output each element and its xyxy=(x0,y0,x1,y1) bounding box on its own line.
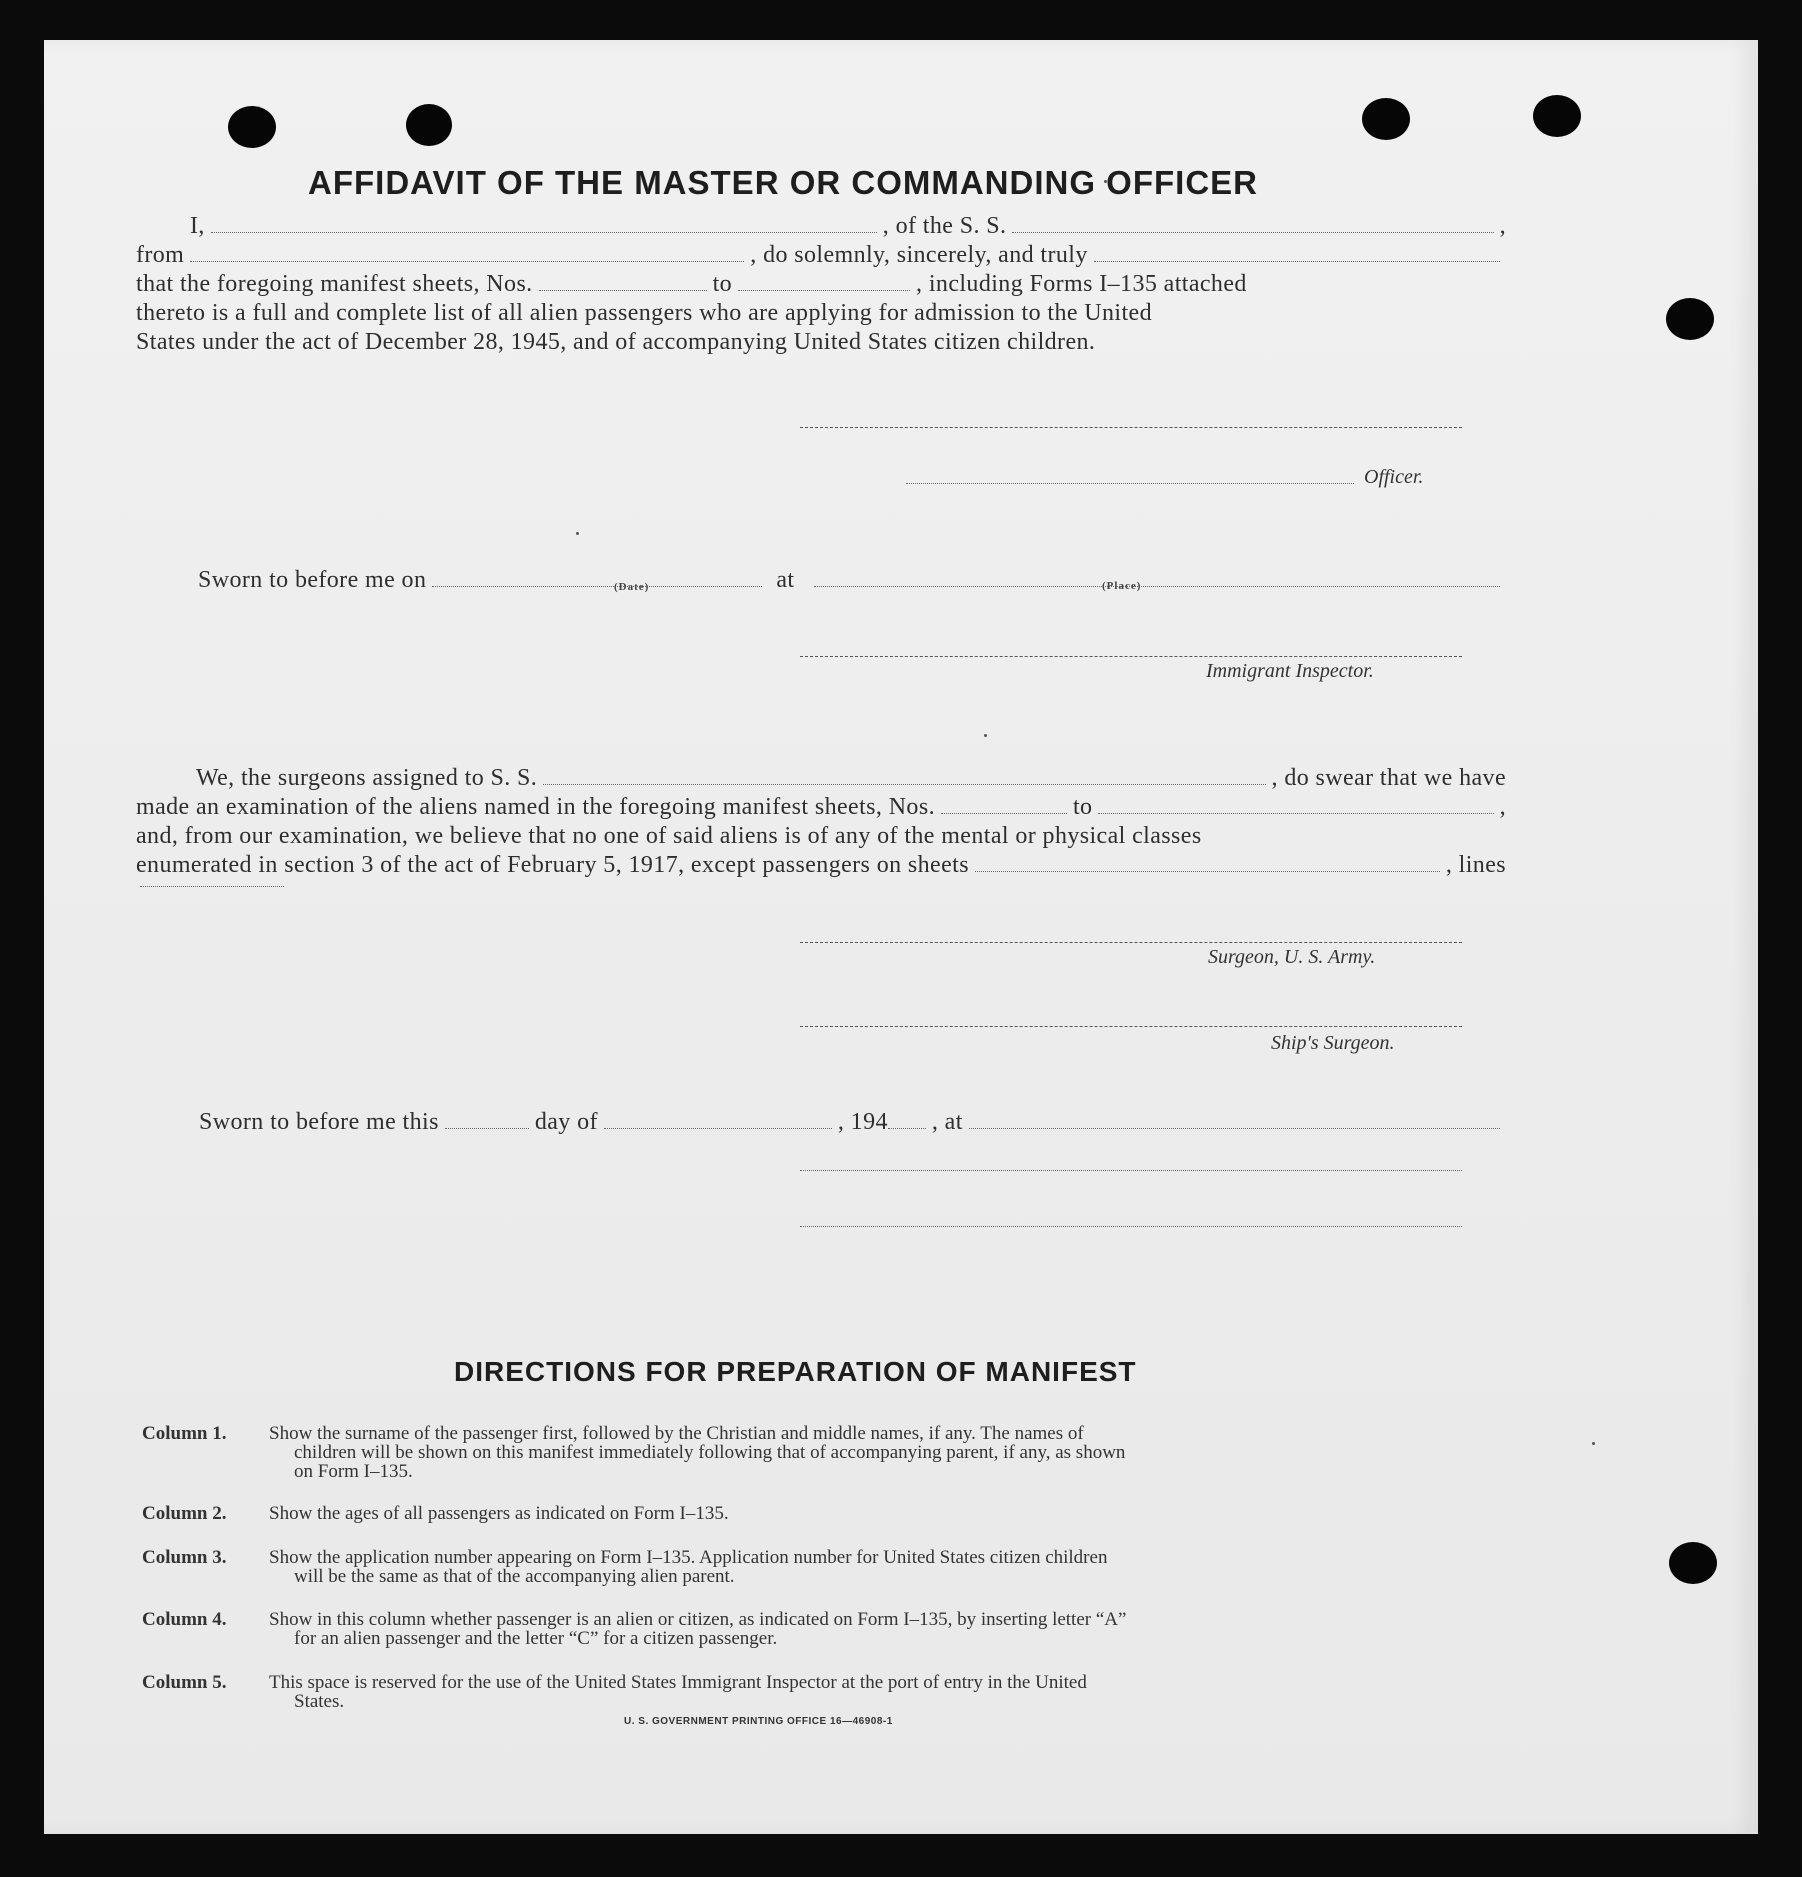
army-surgeon-caption: Surgeon, U. S. Army. xyxy=(1208,946,1376,968)
line-text: States under the act of December 28, 1945, and of accompanying United States citizen children. xyxy=(136,329,1096,355)
line-text: at xyxy=(776,567,795,593)
date-blank[interactable] xyxy=(432,586,762,587)
punch-hole xyxy=(406,104,452,146)
line-text: We, the surgeons assigned to S. S. xyxy=(196,765,538,791)
column-text-line: children will be shown on this manifest immediately following that of accompanying parent, if any, as shown xyxy=(294,1442,1126,1463)
line-text: , of the S. S. xyxy=(882,213,1007,239)
signature-line[interactable] xyxy=(800,1226,1462,1227)
punch-hole xyxy=(228,106,276,148)
month-blank[interactable] xyxy=(604,1128,832,1129)
lines-blank[interactable] xyxy=(140,886,284,887)
line-text: , at xyxy=(931,1109,963,1135)
surgeon-sheet-to-blank[interactable] xyxy=(1098,813,1493,814)
sworn-line-2 xyxy=(136,1106,1506,1136)
punch-hole xyxy=(1666,298,1714,340)
surgeons-line-3 xyxy=(136,820,1506,850)
line-text: day of xyxy=(534,1109,598,1135)
officer-signature-line[interactable] xyxy=(800,427,1462,428)
line-text: , xyxy=(1499,213,1506,239)
direction-column-3 xyxy=(142,1548,1512,1586)
officer-name-line[interactable] xyxy=(906,483,1354,484)
line-text: and, from our examination, we believe that no one of said aliens is of any of the mental or physical classes xyxy=(136,823,1202,849)
column-text-line: States. xyxy=(294,1691,345,1712)
signature-line[interactable] xyxy=(800,1170,1462,1171)
column-text-line: Show the application number appearing on Form I–135. Application number for United States citizen children xyxy=(269,1547,1108,1568)
line-text: Sworn to before me on xyxy=(198,567,427,593)
line-text: to xyxy=(1072,794,1093,820)
column-text-line: This space is reserved for the use of the United States Immigrant Inspector at the port of entry in the United xyxy=(269,1672,1087,1693)
column-label: Column 2. xyxy=(142,1503,227,1524)
place-blank-2[interactable] xyxy=(969,1128,1500,1129)
direction-column-1 xyxy=(142,1424,1512,1481)
speck xyxy=(984,734,987,737)
line-text: to xyxy=(712,271,733,297)
officer-caption: Officer. xyxy=(1364,466,1424,488)
inspector-signature-line[interactable] xyxy=(800,656,1462,657)
column-label: Column 1. xyxy=(142,1423,227,1444)
column-text-line: Show the ages of all passengers as indicated on Form I–135. xyxy=(269,1503,729,1524)
except-sheets-blank[interactable] xyxy=(975,871,1440,872)
speck xyxy=(1592,1442,1595,1445)
line-text: that the foregoing manifest sheets, Nos. xyxy=(136,271,533,297)
affidavit-line-1 xyxy=(136,210,1506,240)
army-surgeon-signature-line[interactable] xyxy=(800,942,1462,943)
surgeons-line-1 xyxy=(136,762,1506,792)
column-label: Column 3. xyxy=(142,1547,227,1568)
affidavit-title: AFFIDAVIT OF THE MASTER OR COMMANDING OFFICER xyxy=(308,164,1259,201)
date-caption: (Date) xyxy=(614,581,650,593)
sheet-from-blank[interactable] xyxy=(539,290,707,291)
column-text-line: Show the surname of the passenger first, followed by the Christian and middle names, if any. The names of xyxy=(269,1423,1084,1444)
line-text: , do solemnly, sincerely, and truly xyxy=(750,242,1088,268)
line-text: thereto is a full and complete list of all alien passengers who are applying for admission to the United xyxy=(136,300,1153,326)
line-text: , 194 xyxy=(837,1109,888,1135)
line-text: Sworn to before me this xyxy=(199,1109,439,1135)
line-text: , do swear that we have xyxy=(1271,765,1506,791)
column-text xyxy=(269,1504,1512,1523)
column-label: Column 5. xyxy=(142,1672,227,1693)
direction-column-2 xyxy=(142,1504,1512,1523)
line-text: enumerated in section 3 of the act of February 5, 1917, except passengers on sheets xyxy=(136,852,969,878)
column-text-line: for an alien passenger and the letter “C” for a citizen passenger. xyxy=(294,1628,778,1649)
punch-hole xyxy=(1533,95,1581,137)
day-blank[interactable] xyxy=(445,1128,529,1129)
name-blank[interactable] xyxy=(211,232,877,233)
surgeon-ship-blank[interactable] xyxy=(543,784,1265,785)
ship-blank[interactable] xyxy=(1012,232,1493,233)
line-text: , lines xyxy=(1445,852,1506,878)
directions-title: DIRECTIONS FOR PREPARATION OF MANIFEST xyxy=(454,1356,1137,1387)
direction-column-5 xyxy=(142,1673,1512,1711)
surgeons-line-2 xyxy=(136,791,1506,821)
speck xyxy=(576,532,579,535)
ship-surgeon-signature-line[interactable] xyxy=(800,1026,1462,1027)
line-text: I, xyxy=(190,213,205,239)
affidavit-line-5 xyxy=(136,326,1506,356)
printing-office-footer: U. S. GOVERNMENT PRINTING OFFICE 16—46908-1 xyxy=(624,1716,893,1727)
line-text: , including Forms I–135 attached xyxy=(916,271,1247,297)
punch-hole xyxy=(1362,98,1410,140)
line-text: from xyxy=(136,242,185,268)
column-text xyxy=(269,1424,1512,1481)
affidavit-line-4 xyxy=(136,297,1506,327)
inspector-caption: Immigrant Inspector. xyxy=(1206,660,1374,682)
column-label: Column 4. xyxy=(142,1609,227,1630)
affidavit-line-3 xyxy=(136,268,1506,298)
surgeons-line-4 xyxy=(136,849,1506,879)
column-text xyxy=(269,1610,1512,1648)
affidavit-line-2 xyxy=(136,239,1506,269)
year-blank[interactable] xyxy=(888,1128,926,1129)
column-text xyxy=(269,1673,1512,1711)
swear-blank[interactable] xyxy=(1094,261,1500,262)
place-blank[interactable] xyxy=(814,586,1500,587)
sheet-to-blank[interactable] xyxy=(738,290,910,291)
sworn-line-1 xyxy=(136,564,1506,594)
document-page xyxy=(44,40,1758,1834)
place-caption: (Place) xyxy=(1102,580,1142,592)
ship-surgeon-caption: Ship's Surgeon. xyxy=(1271,1032,1395,1054)
line-text: , xyxy=(1499,794,1506,820)
column-text-line: Show in this column whether passenger is an alien or citizen, as indicated on Form I–135, by inserting letter “A” xyxy=(269,1609,1127,1630)
from-blank[interactable] xyxy=(190,261,744,262)
punch-hole xyxy=(1669,1542,1717,1584)
line-text: made an examination of the aliens named in the foregoing manifest sheets, Nos. xyxy=(136,794,935,820)
column-text xyxy=(269,1548,1512,1586)
direction-column-4 xyxy=(142,1610,1512,1648)
column-text-line: on Form I–135. xyxy=(294,1461,413,1482)
surgeon-sheet-from-blank[interactable] xyxy=(941,813,1067,814)
column-text-line: will be the same as that of the accompanying alien parent. xyxy=(294,1566,735,1587)
